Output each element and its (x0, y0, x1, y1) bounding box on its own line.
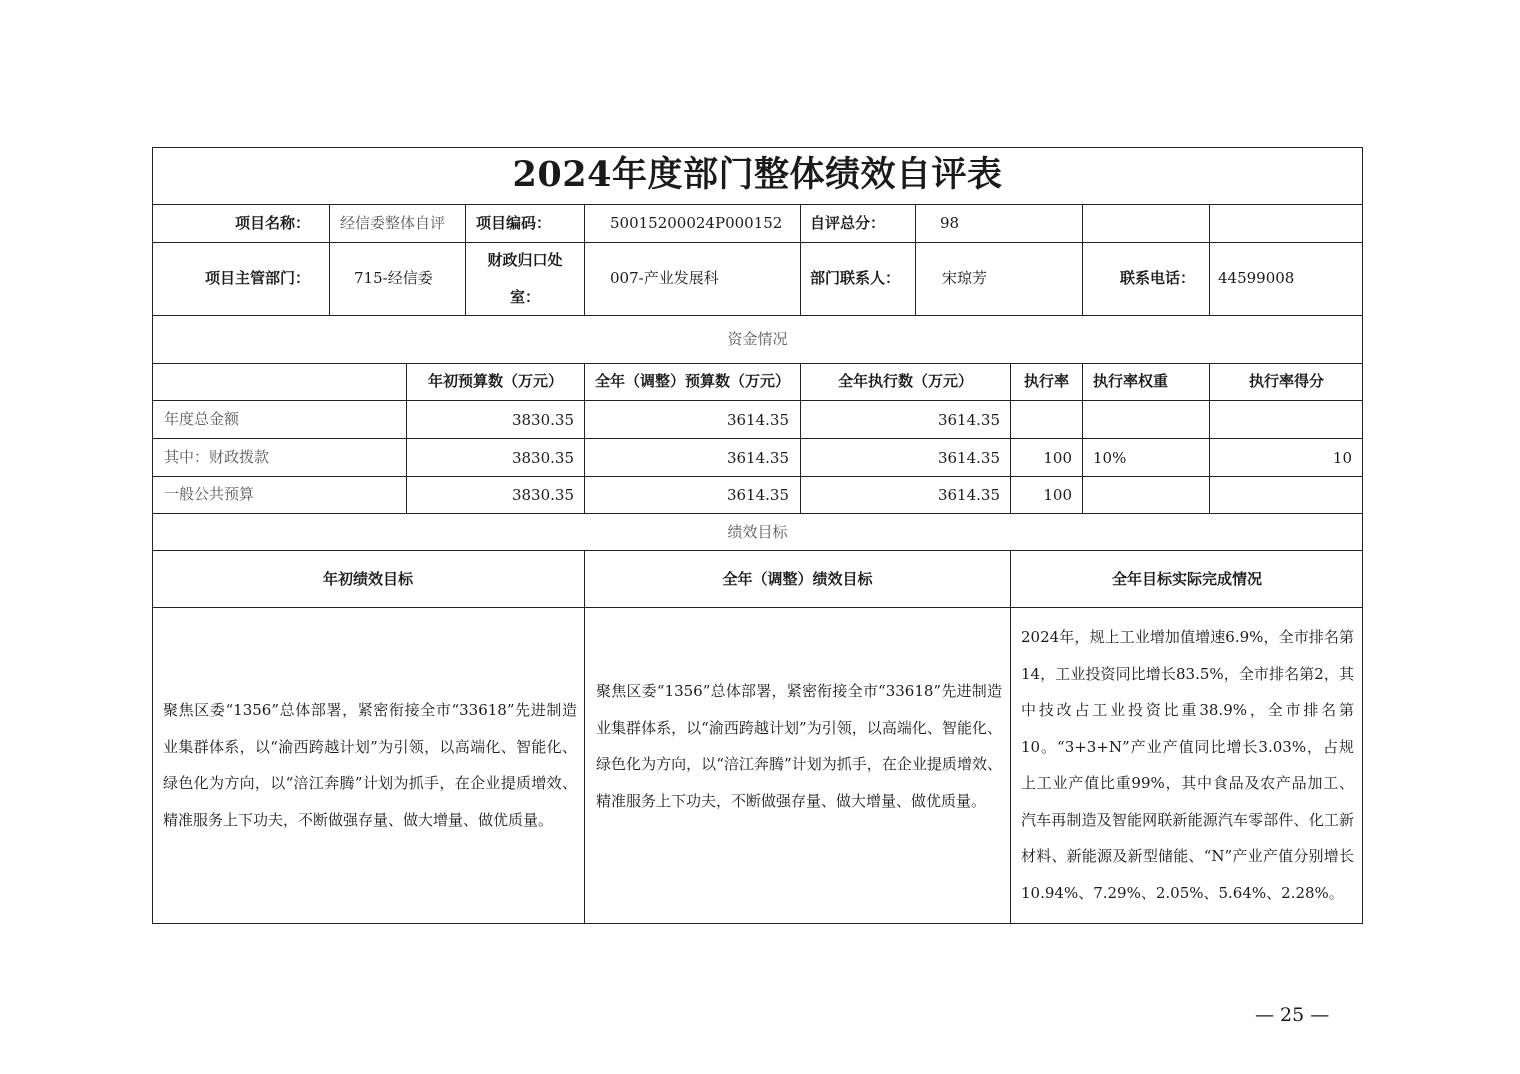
contact-value: 宋琼芳 (942, 269, 988, 287)
project-name-value: 经信委整体自评 (340, 214, 446, 232)
fund-row-label: 年度总金额 (164, 410, 240, 428)
self-score-value: 98 (940, 214, 960, 232)
col-header-actual-result: 全年目标实际完成情况 (1111, 570, 1262, 588)
col-header-score: 执行率得分 (1248, 372, 1324, 390)
self-score-label: 自评总分： (810, 214, 886, 232)
fund-row-rate: 100 (1043, 449, 1072, 467)
funds-section-title: 资金情况 (727, 330, 788, 348)
fund-row-executed: 3614.35 (937, 486, 1000, 504)
finance-office-label: 财政归口处 (487, 251, 563, 269)
row-divider (152, 438, 1363, 439)
fund-row-executed: 3614.35 (937, 449, 1000, 467)
col-divider (1010, 550, 1011, 923)
initial-goal-text: 聚焦区委“1356”总体部署，紧密衔接全市“33618”先进制造业集群体系，以“渝西跨越计划”为引领，以高端化、智能化、绿色化为方向，以“涪江奔腾”计划为抓手，在企业提质增效、精准服务上下功夫，不断做强存量、做大增量、做优质量。 (163, 701, 577, 829)
department-value: 715-经信委 (354, 269, 433, 287)
goals-section-title: 绩效目标 (727, 523, 788, 541)
project-code-value: 50015200024P000152 (610, 214, 783, 232)
phone-value: 44599008 (1218, 269, 1295, 287)
fund-row-executed: 3614.35 (937, 411, 1000, 429)
col-header-rate: 执行率 (1023, 372, 1069, 390)
col-divider (1082, 204, 1083, 315)
row-divider (152, 476, 1363, 477)
fund-row-label: 一般公共预算 (164, 485, 255, 503)
project-name-label: 项目名称： (234, 214, 310, 232)
fund-row-rate: 100 (1043, 486, 1072, 504)
row-divider (152, 550, 1363, 551)
fund-row-adjusted: 3614.35 (726, 486, 789, 504)
col-divider (584, 550, 585, 923)
actual-result-text: 2024年，规上工业增加值增速6.9%，全市排名第14，工业投资同比增长83.5%，全市排名第2，其中技改占工业投资比重38.9%，全市排名第10。“3+3+N”产业产值同比增长3.03%，占规上工业产值比重99%，其中食品及农产品加工、汽车再制造及智能网联新能源汽车零部件、化工新材料、新能源及新型储能、“N”产业产值分别增长10.94%、7.29%、2.05%、5.64%、2.28%。 (1021, 628, 1354, 902)
row-divider (152, 204, 1363, 205)
col-divider (915, 204, 916, 315)
fund-row-label: 其中：财政拨款 (164, 448, 270, 466)
fund-row-adjusted: 3614.35 (726, 449, 789, 467)
col-header-initial-budget: 年初预算数（万元） (427, 372, 563, 390)
fund-row-adjusted: 3614.35 (726, 411, 789, 429)
row-divider (152, 315, 1363, 316)
col-header-weight: 执行率权重 (1093, 372, 1169, 390)
row-divider (152, 513, 1363, 514)
finance-office-value: 007-产业发展科 (610, 269, 719, 287)
fund-row-weight: 10% (1093, 449, 1127, 467)
row-divider (152, 363, 1363, 364)
fund-row-initial: 3830.35 (511, 486, 574, 504)
col-header-initial-goal: 年初绩效目标 (322, 570, 413, 588)
page-number: — 25 — (1255, 1004, 1330, 1026)
col-divider (329, 204, 330, 315)
adjusted-goal-text: 聚焦区委“1356”总体部署，紧密衔接全市“33618”先进制造业集群体系，以“渝西跨越计划”为引领，以高端化、智能化、绿色化为方向，以“涪江奔腾”计划为抓手，在企业提质增效、精准服务上下功夫，不断做强存量、做大增量、做优质量。 (596, 682, 1002, 810)
col-header-executed: 全年执行数（万元） (837, 372, 973, 390)
row-divider (152, 607, 1363, 608)
col-header-adjusted-goal: 全年（调整）绩效目标 (722, 570, 873, 588)
page-title: 2024年度部门整体绩效自评表 (512, 154, 1003, 195)
col-divider (1082, 363, 1083, 513)
row-divider (152, 242, 1363, 243)
col-divider (800, 204, 801, 315)
row-divider (152, 400, 1363, 401)
contact-label: 部门联系人： (810, 269, 901, 287)
finance-office-label-cont: 室： (509, 288, 540, 306)
col-divider (1209, 204, 1210, 315)
fund-row-initial: 3830.35 (511, 411, 574, 429)
col-divider (584, 204, 585, 315)
phone-label: 联系电话： (1119, 269, 1195, 287)
project-code-label: 项目编码： (476, 214, 552, 232)
fund-row-score: 10 (1332, 449, 1352, 467)
col-header-adjusted-budget: 全年（调整）预算数（万元） (594, 372, 790, 390)
fund-row-initial: 3830.35 (511, 449, 574, 467)
department-label: 项目主管部门： (204, 269, 310, 287)
